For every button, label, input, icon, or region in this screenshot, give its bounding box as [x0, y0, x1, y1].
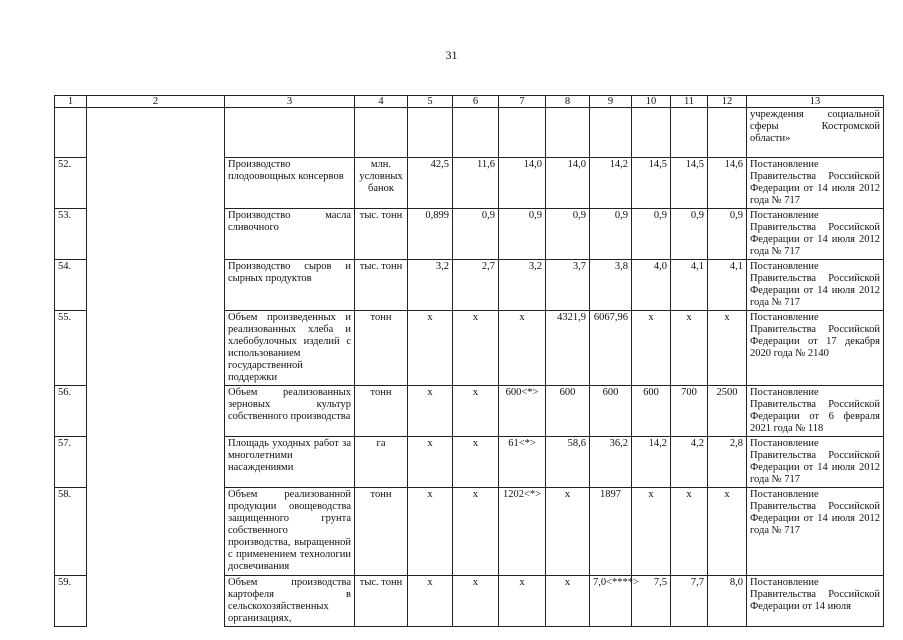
legal-basis: Постановление Правительства Российской Федерации от 14 июля: [747, 576, 884, 627]
unit: млн. условных банок: [355, 158, 408, 209]
indicator-name: [225, 108, 355, 158]
value-cell: x: [408, 576, 453, 627]
legal-basis: Постановление Правительства Российской Федерации от 14 июля 2012 года № 717: [747, 209, 884, 260]
indicators-table: [54, 95, 884, 627]
value-cell: x: [453, 386, 499, 437]
row-number: 53.: [55, 209, 87, 260]
unit: тыс. тонн: [355, 260, 408, 311]
value-cell: 14,0: [546, 158, 590, 209]
value-cell: 0,9: [499, 209, 546, 260]
value-cell: 2500: [708, 386, 747, 437]
value-cell: 7,0<****>: [590, 576, 632, 627]
row-number: 58.: [55, 488, 87, 576]
value-cell: 600<*>: [499, 386, 546, 437]
header-cell: 3: [225, 96, 355, 108]
header-cell: 11: [671, 96, 708, 108]
header-cell: 12: [708, 96, 747, 108]
unit: тонн: [355, 488, 408, 576]
legal-basis: Постановление Правительства Российской Федерации от 14 июля 2012 года № 717: [747, 158, 884, 209]
indicator-name: Производство масла сливочного: [225, 209, 355, 260]
value-cell: 0,9: [590, 209, 632, 260]
value-cell: 1202<*>: [499, 488, 546, 576]
value-cell: x: [546, 576, 590, 627]
header-cell: 8: [546, 96, 590, 108]
value-cell: 600: [546, 386, 590, 437]
row-number: 56.: [55, 386, 87, 437]
value-cell: x: [408, 311, 453, 386]
legal-basis: Постановление Правительства Российской Федерации от 14 июля 2012 года № 717: [747, 260, 884, 311]
value-cell: [499, 108, 546, 158]
header-cell: 1: [55, 96, 87, 108]
value-cell: 0,899: [408, 209, 453, 260]
table-header-row: [55, 96, 884, 108]
value-cell: 36,2: [590, 437, 632, 488]
value-cell: 4,1: [671, 260, 708, 311]
value-cell: 0,9: [453, 209, 499, 260]
value-cell: 0,9: [671, 209, 708, 260]
legal-basis: учреждения социальной сферы Костромской области»: [747, 108, 884, 158]
value-cell: x: [453, 437, 499, 488]
header-cell: 10: [632, 96, 671, 108]
value-cell: [408, 108, 453, 158]
value-cell: 14,5: [671, 158, 708, 209]
row-number: [55, 108, 87, 158]
value-cell: 14,2: [590, 158, 632, 209]
header-cell: 9: [590, 96, 632, 108]
value-cell: 600: [632, 386, 671, 437]
header-cell: 5: [408, 96, 453, 108]
indicator-name: Объем реализованных зерновых культур собственного производства: [225, 386, 355, 437]
value-cell: 7,7: [671, 576, 708, 627]
value-cell: 0,9: [708, 209, 747, 260]
value-cell: 14,0: [499, 158, 546, 209]
header-cell: 6: [453, 96, 499, 108]
value-cell: 3,8: [590, 260, 632, 311]
unit: [355, 108, 408, 158]
indicator-name: Площадь уходных работ за многолетними насаждениями: [225, 437, 355, 488]
value-cell: 600: [590, 386, 632, 437]
row-number: 55.: [55, 311, 87, 386]
value-cell: x: [632, 311, 671, 386]
value-cell: x: [408, 488, 453, 576]
value-cell: x: [671, 311, 708, 386]
column-2-merged: [87, 108, 225, 627]
value-cell: 4,0: [632, 260, 671, 311]
value-cell: 700: [671, 386, 708, 437]
value-cell: x: [453, 576, 499, 627]
value-cell: [590, 108, 632, 158]
row-number: 57.: [55, 437, 87, 488]
value-cell: x: [708, 311, 747, 386]
value-cell: 0,9: [632, 209, 671, 260]
value-cell: 4321,9: [546, 311, 590, 386]
value-cell: 42,5: [408, 158, 453, 209]
value-cell: 14,6: [708, 158, 747, 209]
row-number: 59.: [55, 576, 87, 627]
value-cell: x: [408, 437, 453, 488]
value-cell: 6067,96: [590, 311, 632, 386]
legal-basis: Постановление Правительства Российской Федерации от 6 февраля 2021 года № 118: [747, 386, 884, 437]
value-cell: [453, 108, 499, 158]
unit: га: [355, 437, 408, 488]
value-cell: x: [499, 311, 546, 386]
value-cell: 14,5: [632, 158, 671, 209]
value-cell: x: [499, 576, 546, 627]
page-number: 31: [445, 48, 458, 62]
value-cell: 14,2: [632, 437, 671, 488]
value-cell: 2,8: [708, 437, 747, 488]
value-cell: x: [453, 311, 499, 386]
value-cell: [708, 108, 747, 158]
indicator-name: Производство сыров и сырных продуктов: [225, 260, 355, 311]
indicator-name: Объем реализованной продукции овощеводства защищенного грунта собственного производства, выращенной с применением технологии досвечивания: [225, 488, 355, 576]
value-cell: 3,7: [546, 260, 590, 311]
value-cell: 7,5: [632, 576, 671, 627]
value-cell: 4,2: [671, 437, 708, 488]
header-cell: 4: [355, 96, 408, 108]
legal-basis: Постановление Правительства Российской Федерации от 17 декабря 2020 года № 2140: [747, 311, 884, 386]
indicator-name: Объем произведенных и реализованных хлеба и хлебобулочных изделий с использованием государственной поддержки: [225, 311, 355, 386]
value-cell: x: [671, 488, 708, 576]
unit: тыс. тонн: [355, 209, 408, 260]
value-cell: x: [708, 488, 747, 576]
value-cell: x: [408, 386, 453, 437]
value-cell: 2,7: [453, 260, 499, 311]
value-cell: x: [453, 488, 499, 576]
header-cell: 7: [499, 96, 546, 108]
value-cell: x: [632, 488, 671, 576]
value-cell: 1897: [590, 488, 632, 576]
legal-basis: Постановление Правительства Российской Федерации от 14 июля 2012 года № 717: [747, 488, 884, 576]
value-cell: [546, 108, 590, 158]
unit: тонн: [355, 311, 408, 386]
value-cell: [632, 108, 671, 158]
header-cell: 2: [87, 96, 225, 108]
value-cell: 8,0: [708, 576, 747, 627]
indicator-name: Объем производства картофеля в сельскохозяйственных организациях,: [225, 576, 355, 627]
row-number: 52.: [55, 158, 87, 209]
value-cell: 3,2: [499, 260, 546, 311]
unit: тонн: [355, 386, 408, 437]
row-number: 54.: [55, 260, 87, 311]
value-cell: 61<*>: [499, 437, 546, 488]
header-cell: 13: [747, 96, 884, 108]
table-row: [55, 108, 884, 158]
indicator-name: Производство плодоовощных консервов: [225, 158, 355, 209]
value-cell: 11,6: [453, 158, 499, 209]
value-cell: 3,2: [408, 260, 453, 311]
unit: тыс. тонн: [355, 576, 408, 627]
value-cell: 0,9: [546, 209, 590, 260]
legal-basis: Постановление Правительства Российской Федерации от 14 июля 2012 года № 717: [747, 437, 884, 488]
value-cell: 58,6: [546, 437, 590, 488]
value-cell: x: [546, 488, 590, 576]
value-cell: [671, 108, 708, 158]
value-cell: 4,1: [708, 260, 747, 311]
